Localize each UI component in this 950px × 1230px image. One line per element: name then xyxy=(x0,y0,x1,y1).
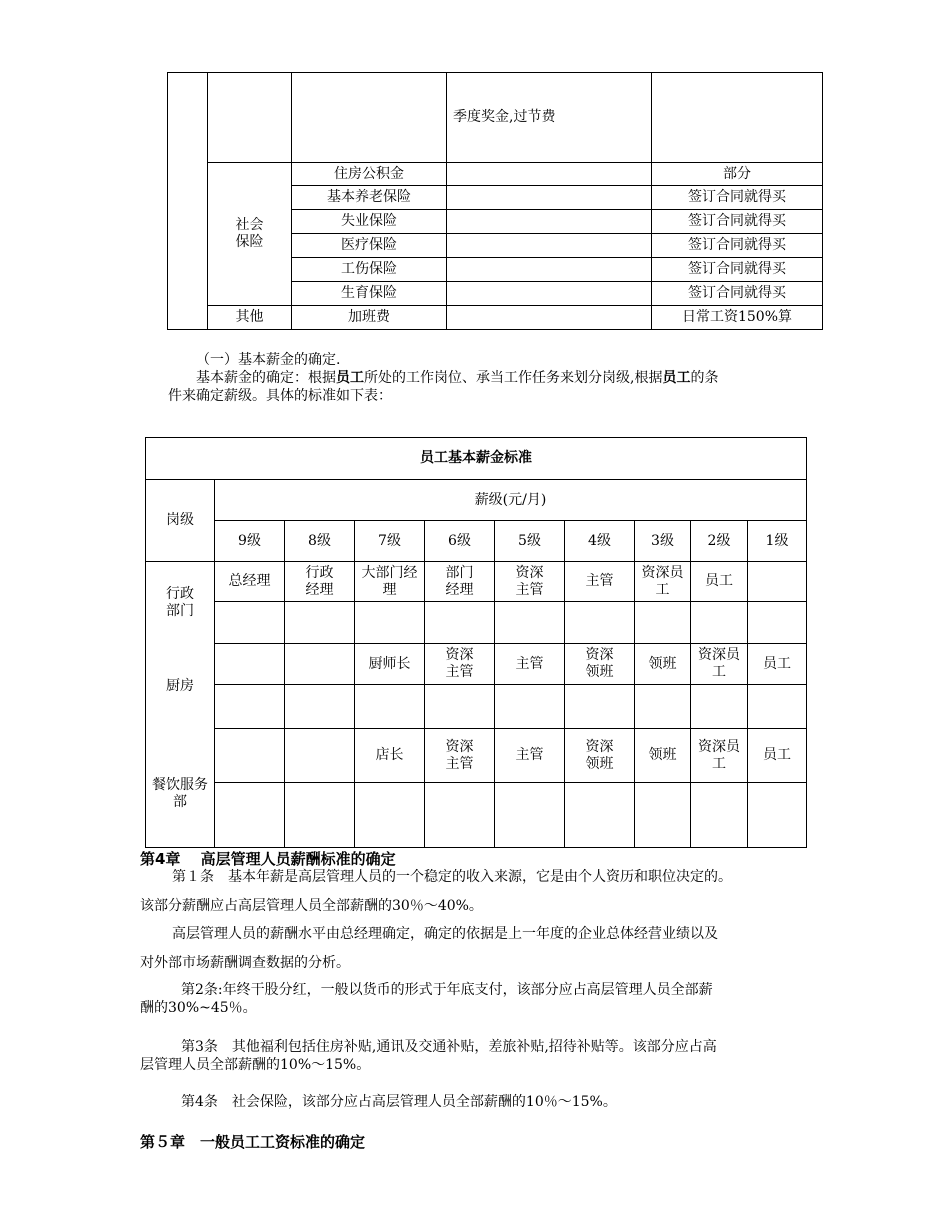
insurance-name: 生育保险 xyxy=(292,282,447,306)
position-cell: 资深 领班 xyxy=(565,729,635,783)
outer-category-cell xyxy=(168,73,208,330)
position-cell: 资深 主管 xyxy=(425,644,495,685)
grade-label: 8级 xyxy=(285,521,355,562)
grade-label: 6级 xyxy=(425,521,495,562)
position-cell: 店长 xyxy=(355,729,425,783)
department-kitchen: 厨房 xyxy=(146,644,215,729)
paragraph-line: 件来确定薪级。具体的标准如下表： xyxy=(168,388,392,404)
position-cell xyxy=(215,729,285,783)
insurance-note: 签订合同就得买 xyxy=(652,186,823,210)
grade-label: 4级 xyxy=(565,521,635,562)
grade-label: 2级 xyxy=(691,521,748,562)
grade-header: 薪级(元/月) xyxy=(215,480,807,521)
paragraph-line: 第１条 基本年薪是高层管理人员的一个稳定的收入来源，它是由个人资历和职位决定的。 xyxy=(172,869,732,885)
paragraph-line: 该部分薪酬应占高层管理人员全部薪酬的30％～40%。 xyxy=(140,898,483,914)
paragraph-line: 酬的30%~45％。 xyxy=(140,1000,257,1016)
insurance-note: 签订合同就得买 xyxy=(652,282,823,306)
position-cell: 资深员 工 xyxy=(691,729,748,783)
position-cell: 行政 经理 xyxy=(285,562,355,602)
position-cell: 部门 经理 xyxy=(425,562,495,602)
salary-standard-table xyxy=(145,437,807,848)
housing-fund-note: 部分 xyxy=(652,163,823,186)
housing-fund-label: 住房公积金 xyxy=(292,163,447,186)
position-cell: 主管 xyxy=(495,644,565,685)
chapter-5-heading: 第５章 一般员工工资标准的确定 xyxy=(140,1133,366,1151)
paragraph-line: 第4条 社会保险，该部分应占高层管理人员全部薪酬的10％～15%。 xyxy=(181,1094,617,1110)
note-cell xyxy=(652,73,823,163)
paragraph-line: 高层管理人员的薪酬水平由总经理确定，确定的依据是上一年度的企业总体经营业绩以及 xyxy=(172,926,718,942)
item-cell xyxy=(292,73,447,163)
grade-label: 7级 xyxy=(355,521,425,562)
insurance-note: 签订合同就得买 xyxy=(652,234,823,258)
position-cell: 资深 主管 xyxy=(425,729,495,783)
paragraph-line: 第3条 其他福利包括住房补贴,通讯及交通补贴，差旅补贴,招待补贴等。该部分应占高 xyxy=(181,1039,717,1055)
paragraph-line: 对外部市场薪酬调查数据的分析。 xyxy=(140,955,350,971)
overtime-note: 日常工资150%算 xyxy=(652,306,823,330)
position-cell: 资深员 工 xyxy=(691,644,748,685)
section-heading: （一）基本薪金的确定. xyxy=(196,352,341,368)
post-header: 岗级 xyxy=(146,480,215,562)
chapter-4-heading: 第4章 高层管理人员薪酬标准的确定 xyxy=(140,850,396,868)
group-cell xyxy=(208,73,292,163)
insurance-name: 失业保险 xyxy=(292,210,447,234)
department-admin: 行政 部门 xyxy=(146,562,215,644)
position-cell: 员工 xyxy=(748,729,807,783)
other-group: 其他 xyxy=(208,306,292,330)
position-cell xyxy=(215,644,285,685)
overtime-label: 加班费 xyxy=(292,306,447,330)
position-cell: 总经理 xyxy=(215,562,285,602)
position-cell xyxy=(285,729,355,783)
position-cell xyxy=(285,644,355,685)
paragraph-line: 基本薪金的确定：根据员工所处的工作岗位、承当工作任务来划分岗级,根据员工的条 xyxy=(196,370,719,386)
position-cell xyxy=(748,562,807,602)
position-cell: 员工 xyxy=(748,644,807,685)
benefits-table xyxy=(167,72,823,330)
position-cell: 资深员 工 xyxy=(635,562,691,602)
position-cell: 主管 xyxy=(565,562,635,602)
grade-label: 9级 xyxy=(215,521,285,562)
position-cell: 资深 领班 xyxy=(565,644,635,685)
position-cell: 员工 xyxy=(691,562,748,602)
paragraph-line: 第2条:年终干股分红，一般以货币的形式于年底支付，该部分应占高层管理人员全部薪 xyxy=(181,982,713,998)
insurance-note: 签订合同就得买 xyxy=(652,258,823,282)
grade-label: 3级 xyxy=(635,521,691,562)
insurance-note: 签订合同就得买 xyxy=(652,210,823,234)
position-cell: 领班 xyxy=(635,729,691,783)
position-cell: 厨师长 xyxy=(355,644,425,685)
insurance-name: 基本养老保险 xyxy=(292,186,447,210)
position-cell: 领班 xyxy=(635,644,691,685)
table-title: 员工基本薪金标准 xyxy=(146,438,807,480)
insurance-name: 工伤保险 xyxy=(292,258,447,282)
department-catering: 餐饮服务 部 xyxy=(146,729,215,848)
bonus-description: 季度奖金,过节费 xyxy=(447,73,652,163)
grade-label: 5级 xyxy=(495,521,565,562)
social-insurance-group: 社会 保险 xyxy=(208,163,292,306)
grade-label: 1级 xyxy=(748,521,807,562)
insurance-name: 医疗保险 xyxy=(292,234,447,258)
position-cell: 资深 主管 xyxy=(495,562,565,602)
position-cell: 大部门经 理 xyxy=(355,562,425,602)
paragraph-line: 层管理人员全部薪酬的10%～15%。 xyxy=(140,1057,371,1073)
position-cell: 主管 xyxy=(495,729,565,783)
